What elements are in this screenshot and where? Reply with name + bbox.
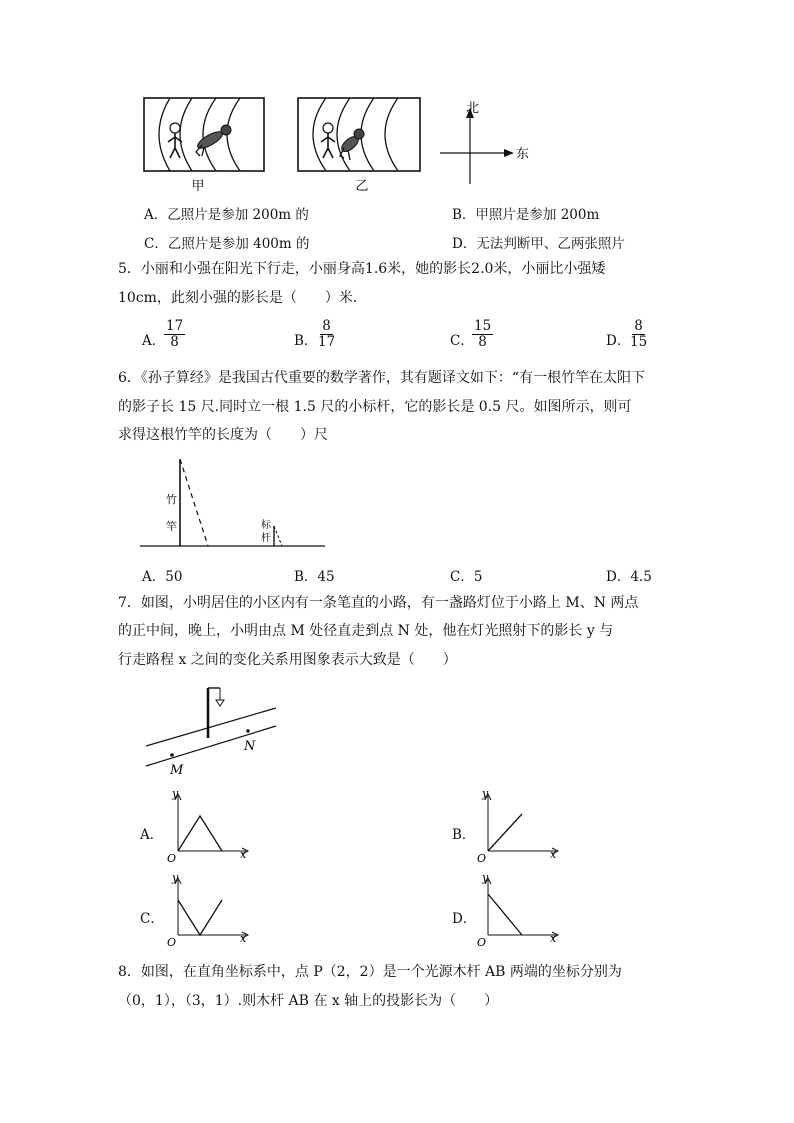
origin-label: O — [477, 936, 487, 947]
marker-label-2: 杆 — [261, 533, 271, 544]
q8-stem-line2: （0，1），（3，1）.则木杆 AB 在 x 轴上的投影长为（ ） — [118, 993, 499, 1009]
axis-x-label: x — [550, 932, 557, 945]
q7-option-a-graph[interactable] — [162, 788, 252, 863]
q6-option-c[interactable]: C．5 — [450, 569, 483, 585]
marker-label-1: 标 — [261, 520, 271, 531]
origin-label: O — [477, 852, 487, 863]
pole-shadow-ray — [180, 459, 208, 546]
graph-curve — [178, 816, 222, 851]
compass — [440, 101, 529, 184]
q7-stem-line2: 的正中间，晚上，小明由点 M 处径直走到点 N 处，他在灯光照射下的影长 y 与 — [118, 623, 614, 639]
fraction-numerator: 8 — [634, 318, 643, 334]
pole-label-2: 竿 — [166, 520, 177, 533]
axis-y-label: y — [482, 788, 489, 800]
photo-yi-label: 乙 — [355, 179, 369, 194]
q4-option-a[interactable]: A．乙照片是参加 200m 的 — [144, 207, 309, 223]
fraction-denominator: 15 — [630, 334, 648, 350]
q4-figure — [130, 90, 550, 195]
q7-stem-line1: 7．如图，小明居住的小区内有一条笔直的小路，有一盏路灯位于小路上 M、N 两点 — [118, 595, 639, 611]
q6-stem-line1: 6．《孙子算经》是我国古代重要的数学著作，其有题译文如下：“有一根竹竿在太阳下 — [118, 370, 646, 386]
q4-option-c[interactable]: C．乙照片是参加 400m 的 — [144, 236, 310, 252]
point-n-label: N — [244, 739, 256, 754]
point-m-dot — [170, 753, 174, 757]
graph-curve — [178, 900, 222, 935]
photo-jia — [144, 98, 264, 194]
photo-jia-label: 甲 — [191, 179, 205, 194]
q7-option-b-graph[interactable] — [472, 788, 562, 863]
fraction-denominator: 17 — [318, 334, 336, 350]
q7-option-b-label[interactable]: B． — [452, 827, 476, 843]
axis-x-label: x — [240, 848, 247, 861]
pole-label-1: 竹 — [166, 493, 177, 506]
fraction-denominator: 8 — [170, 334, 179, 350]
q7-option-c-graph[interactable] — [162, 872, 252, 947]
runner-standing-icon — [170, 123, 180, 133]
q5-option-c-fraction[interactable] — [472, 319, 493, 350]
fraction-denominator: 8 — [478, 334, 487, 350]
axis-x-label: x — [550, 848, 557, 861]
q5-option-b-fraction[interactable] — [316, 319, 337, 350]
point-m-label: M — [170, 763, 184, 778]
graph-curve — [488, 894, 522, 935]
q5-option-d-label[interactable]: D． — [606, 333, 631, 349]
q6-option-d[interactable]: D．4.5 — [606, 569, 652, 585]
q6-option-a[interactable]: A．50 — [142, 569, 183, 585]
photo-yi — [298, 98, 420, 194]
origin-label: O — [167, 852, 177, 863]
fraction-numerator: 15 — [474, 318, 492, 334]
graph-curve — [488, 814, 522, 851]
q4-option-d[interactable]: D．无法判断甲、乙两张照片 — [452, 236, 625, 252]
q5-stem-line2: 10cm，此刻小强的影长是（ ）米． — [118, 290, 367, 306]
q7-option-a-label[interactable]: A． — [140, 827, 164, 843]
q5-option-a-label[interactable]: A． — [142, 333, 166, 349]
q5-option-c-label[interactable]: C． — [450, 333, 474, 349]
q6-stem-line2: 的影子长 15 尺.同时立一根 1.5 尺的小标杆，它的影长是 0.5 尺。如图所示，则可 — [118, 399, 632, 415]
q6-stem-line3: 求得这根竹竿的长度为（ ）尺 — [118, 427, 328, 443]
compass-north: 北 — [466, 101, 480, 116]
q7-road-figure — [140, 680, 285, 780]
q5-option-a-fraction[interactable] — [164, 319, 185, 350]
lamp-icon — [216, 700, 224, 706]
axis-y-label: y — [482, 872, 489, 884]
q6-option-b[interactable]: B．45 — [294, 569, 335, 585]
axis-y-label: y — [172, 872, 179, 884]
axis-y-label: y — [172, 788, 179, 800]
q7-stem-line3: 行走路程 x 之间的变化关系用图象表示大致是（ ） — [118, 652, 457, 668]
marker-shadow-ray — [274, 526, 282, 546]
q5-stem-line1: 5．小丽和小强在阳光下行走，小丽身高1.6米，她的影长2.0米，小丽比小强矮 — [118, 261, 606, 277]
q7-option-c-label[interactable]: C． — [140, 911, 164, 927]
fraction-numerator: 8 — [322, 318, 331, 334]
q5-option-d-fraction[interactable] — [628, 319, 649, 350]
q8-stem-line1: 8．如图，在直角坐标系中，点 P（2，2）是一个光源木杆 AB 两端的坐标分别为 — [118, 964, 622, 980]
axis-x-label: x — [240, 932, 247, 945]
q7-option-d-label[interactable]: D． — [452, 911, 477, 927]
origin-label: O — [167, 936, 177, 947]
fraction-numerator: 17 — [166, 318, 184, 334]
compass-east: 东 — [516, 147, 530, 162]
runner-standing-icon — [323, 123, 333, 133]
q7-option-d-graph[interactable] — [472, 872, 562, 947]
q5-option-b-label[interactable]: B． — [294, 333, 318, 349]
q4-option-b[interactable]: B．甲照片是参加 200m — [452, 207, 600, 223]
point-n-dot — [246, 729, 250, 733]
q6-figure — [140, 455, 330, 555]
